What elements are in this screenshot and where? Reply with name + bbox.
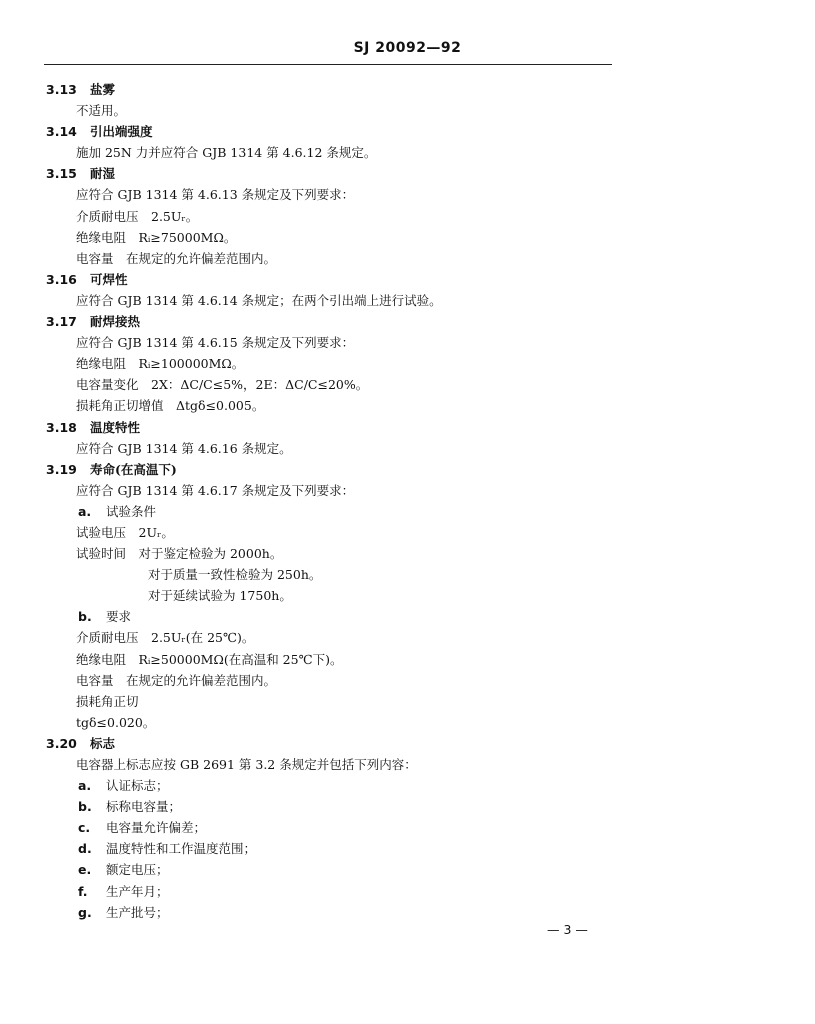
list-item-text: 温度特性和工作温度范围； [106,841,257,857]
body-text-line: tgδ≤0.020。 [76,714,156,730]
body-text-line: 应符合 GJB 1314 第 4.6.17 条规定及下列要求： [76,482,355,498]
body-text-line: 电容量变化 2X：ΔC/C≤5%，2E：ΔC/C≤20%。 [76,377,369,393]
list-item [0,501,815,522]
body-text-line: 介质耐电压 2.5Uᵣ(在 25℃)。 [76,630,255,646]
body-text-line: 应符合 GJB 1314 第 4.6.13 条规定及下列要求： [76,187,355,203]
section-title: 耐焊接热 [90,314,141,330]
list-item [0,606,815,627]
list-item-text: 生产批号； [106,904,169,920]
section-number: 3.19 [46,461,77,477]
list-item [0,838,815,859]
list-marker: g. [78,904,92,920]
section-title: 温度特性 [90,419,141,435]
list-item-text: 试验条件 [106,503,157,519]
body-text-line: 绝缘电阻 Rᵢ≥50000MΩ(在高温和 25℃下)。 [76,651,343,667]
body-text-line: 绝缘电阻 Rᵢ≥100000MΩ。 [76,356,245,372]
section-heading [0,417,815,438]
section-heading [0,733,815,754]
list-item-text: 要求 [106,609,132,625]
list-item-text: 额定电压； [106,862,169,878]
list-marker: e. [78,862,92,878]
list-item-text: 电容量允许偏差； [106,820,207,836]
section-number: 3.13 [46,82,77,97]
body-text-line: 试验时间 对于鉴定检验为 2000h。 [76,546,283,562]
body-text-line: 对于质量一致性检验为 250h。 [148,567,322,583]
section-title: 寿命(在高温下) [90,461,177,477]
body-text-line: 试验电压 2Uᵣ。 [76,524,174,540]
list-item-text: 认证标志； [106,778,169,794]
list-item [0,796,815,817]
section-title: 可焊性 [90,271,128,287]
list-item-text: 生产年月； [106,883,169,899]
section-number: 3.17 [46,314,77,330]
document-code-header: SJ 20092—92 [353,40,462,56]
section-heading [0,163,815,184]
section-heading [0,459,815,480]
body-text-line: 应符合 GJB 1314 第 4.6.14 条规定；在两个引出端上进行试验。 [76,292,442,308]
page-number: — 3 — [547,922,588,937]
section-title: 引出端强度 [90,124,153,140]
list-marker: c. [78,820,91,836]
section-number: 3.15 [46,166,77,182]
list-marker: b. [78,609,92,625]
body-text-line: 施加 25N 力并应符合 GJB 1314 第 4.6.12 条规定。 [76,145,377,161]
list-item [0,881,815,902]
section-title: 标志 [90,735,116,751]
header-divider [44,64,612,65]
list-marker: d. [78,841,92,857]
section-title: 耐湿 [90,166,116,182]
section-heading [0,79,815,100]
section-title: 盐雾 [90,82,116,97]
list-item [0,902,815,923]
body-text-line: 介质耐电压 2.5Uᵣ。 [76,208,199,224]
list-item [0,775,815,796]
body-text-line: 应符合 GJB 1314 第 4.6.16 条规定。 [76,440,292,456]
section-number: 3.18 [46,419,77,435]
body-text-line: 绝缘电阻 Rᵢ≥75000MΩ。 [76,229,237,245]
body-text-line: 对于延续试验为 1750h。 [148,588,292,604]
section-number: 3.16 [46,271,77,287]
body-text-line: 不适用。 [76,103,127,119]
section-number: 3.14 [46,124,77,140]
section-number: 3.20 [46,735,77,751]
body-text-line: 电容量 在规定的允许偏差范围内。 [76,250,277,266]
list-marker: a. [78,503,92,519]
list-marker: a. [78,778,92,794]
list-item [0,817,815,838]
body-text-line: 电容器上标志应按 GB 2691 第 3.2 条规定并包括下列内容： [76,757,417,772]
list-item-text: 标称电容量； [106,799,182,815]
body-text-line: 应符合 GJB 1314 第 4.6.15 条规定及下列要求： [76,335,355,351]
list-item [0,859,815,880]
list-marker: b. [78,799,92,815]
list-marker: f. [78,883,88,899]
section-heading [0,269,815,290]
body-text-line: 损耗角正切增值 Δtgδ≤0.005。 [76,398,265,414]
document-body [0,79,815,923]
body-text-line: 损耗角正切 [76,693,139,709]
body-text-line: 电容量 在规定的允许偏差范围内。 [76,672,277,688]
section-heading [0,311,815,332]
section-heading [0,121,815,142]
